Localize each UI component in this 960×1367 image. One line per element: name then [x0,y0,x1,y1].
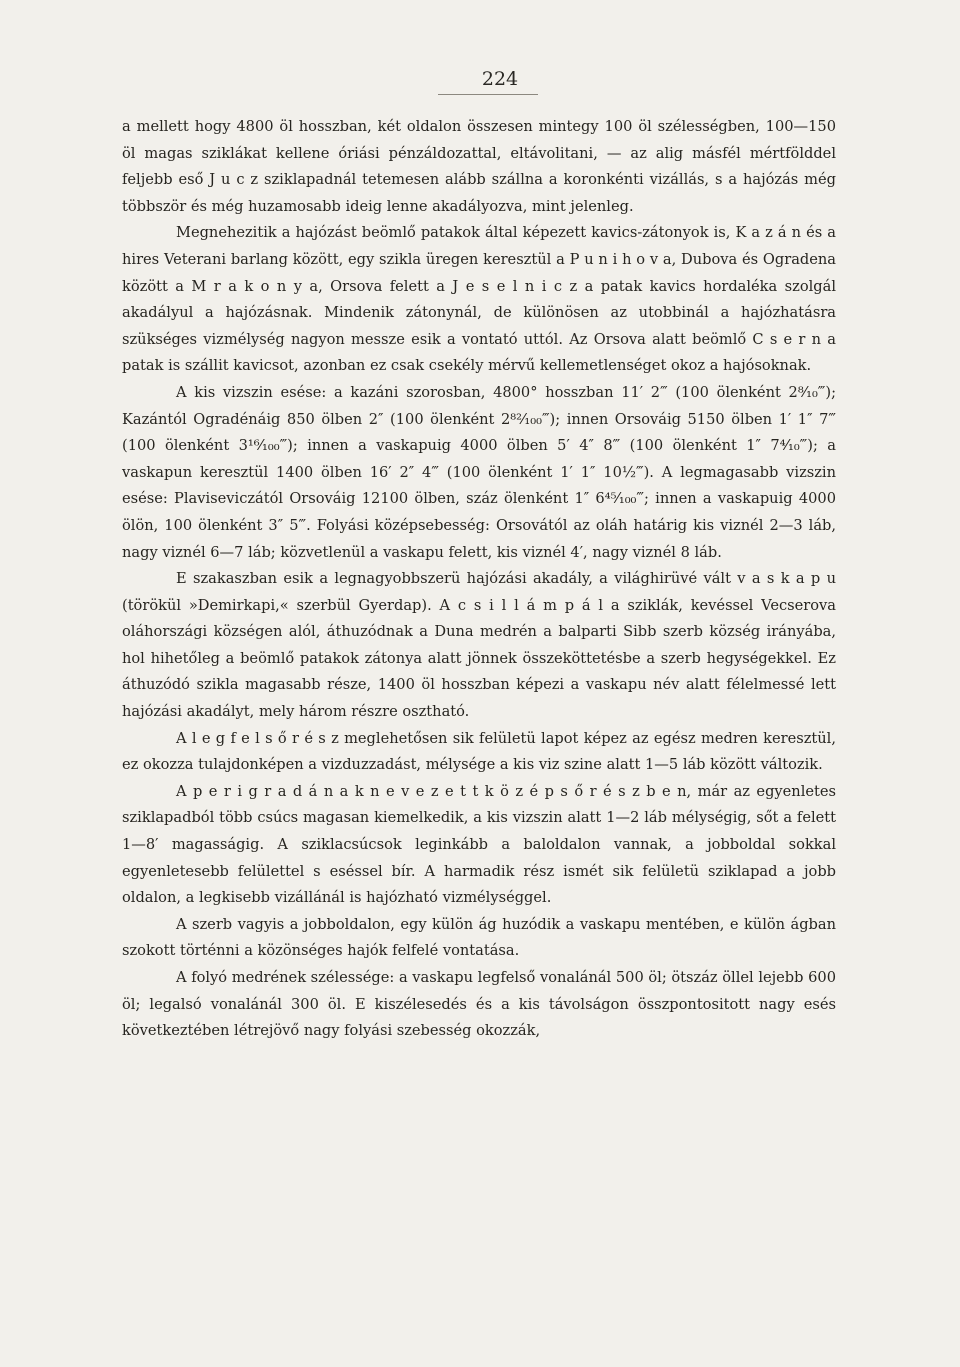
paragraph: A l e g f e l s ő r é s z meglehetősen sik felületü lapot képez az egész medren keresztül, ez okozza tulajdonképen a vizduzzadást, mélysége a kis viz szine alatt 1—5 láb között változik. [122,729,836,774]
paragraph: A kis vizszin esése: a kazáni szorosban, 4800° hosszban 11′ 2‴ (100 ölenként 2⁸⁄₁₀‴); Kazántól Ogradénáig 850 ölben 2″ (100 ölenként 2⁸²⁄₁₀₀‴); innen Orsováig 5150 ölben 1′ 1″ 7‴ (100 ölenként 3¹⁶⁄₁₀₀‴); innen a vaskapuig 4000 ölben 5′ 4″ 8‴ (100 ölenként 1″ 7⁴⁄₁₀‴); a vaskapun keresztül 1400 ölben 16′ 2″ 4‴ (100 ölenként 1′ 1″ 10½‴). A legmagasabb vizszin esése: Plaviseviczától Orsováig 12100 ölben, száz ölenként 1″ 6⁴⁵⁄₁₀₀‴; innen a vaskapuig 4000 ölön, 100 ölenként 3″ 5‴. Folyási középsebesség: Orsovától az oláh határig kis viznél 2—3 láb, nagy viznél 6—7 láb; közvetlenül a vaskapu felett, kis viznél 4′, nagy viznél 8 láb. [122,383,836,561]
paragraph: E szakaszban esik a legnagyobbszerü hajózási akadály, a világhirüvé vált v a s k a p u (törökül »Demirkapi,« szerbül Gyerdap). A c s i l l á m p á l a sziklák, kevéssel Vecserova oláhországi községen alól, áthuzódnak a Duna medrén a balparti Sibb szerb község irányába, hol hihetőleg a beömlő patakok zátonya alatt jönnek összeköttetésbe a szerb hegységekkel. Ez áthuzódó szikla magasabb része, 1400 öl hosszban képezi a vaskapu név alatt félelmessé lett hajózási akadályt, mely három részre osztható. [122,570,836,721]
paragraph: Megnehezitik a hajózást beömlő patakok által képezett kavics-zátonyok is, K a z á n és a hires Veterani barlang között, egy szikla üregen keresztül a P u n i h o v a, Dubova és Ogradena között a M r a k o n y a, Orsova felett a J e s e l n i c z a patak kavics hordaléka szolgál akadályul a hajózásnak. Mindenik zátonynál, de különösen az utobbinál a hajózhatásra szükséges vizmélység nagyon messze esik a vontató uttól. Az Orsova alatt beömlő C s e r n a patak is szállit kavicsot, azonban ez csak csekély mérvű kellemetlenséget okoz a hajósoknak. [122,224,836,375]
paragraph: A szerb vagyis a jobboldalon, egy külön ág huzódik a vaskapu mentében, e külön ágban szokott történni a közönséges hajók felfelé vontatása. [122,915,836,960]
paragraph: a mellett hogy 4800 öl hosszban, két oldalon összesen mintegy 100 öl szélességben, 100—150 öl magas sziklákat kellene óriási pénzáldozattal, eltávolitani, — az alig másfél mértfölddel feljebb eső J u c z sziklapadnál tetemesen alább szállna a koronkénti vizállás, s a hajózás még többször és még huzamosabb ideig lenne akadályozva, mint jelenleg. [122,118,836,215]
header-rule [438,94,538,95]
paragraph: A folyó medrének szélessége: a vaskapu legfelső vonalánál 500 öl; ötszáz öllel lejebb 600 öl; legalsó vonalánál 300 öl. E kiszélesedés és a kis távolságon összpontositott nagy esés következtében létrejövő nagy folyási szebesség okozzák, [122,969,836,1040]
body-text [122,114,836,1045]
page-number: 224 [481,68,519,90]
paragraph: A p e r i g r a d á n a k n e v e z e t t k ö z é p s ő r é s z b e n, már az egyenletes sziklapadból több csúcs magasan kiemelkedik, a kis vizszin alatt 1—2 láb mélységig, sőt a felett 1—8′ magasságig. A sziklacsúcsok leginkább a baloldalon vannak, a jobboldal sokkal egyenletesebb felülettel s eséssel bír. A harmadik rész ismét sik felületü sziklapad a jobb oldalon, a legkisebb vizállánál is hajózható vizmélységgel. [122,782,836,907]
